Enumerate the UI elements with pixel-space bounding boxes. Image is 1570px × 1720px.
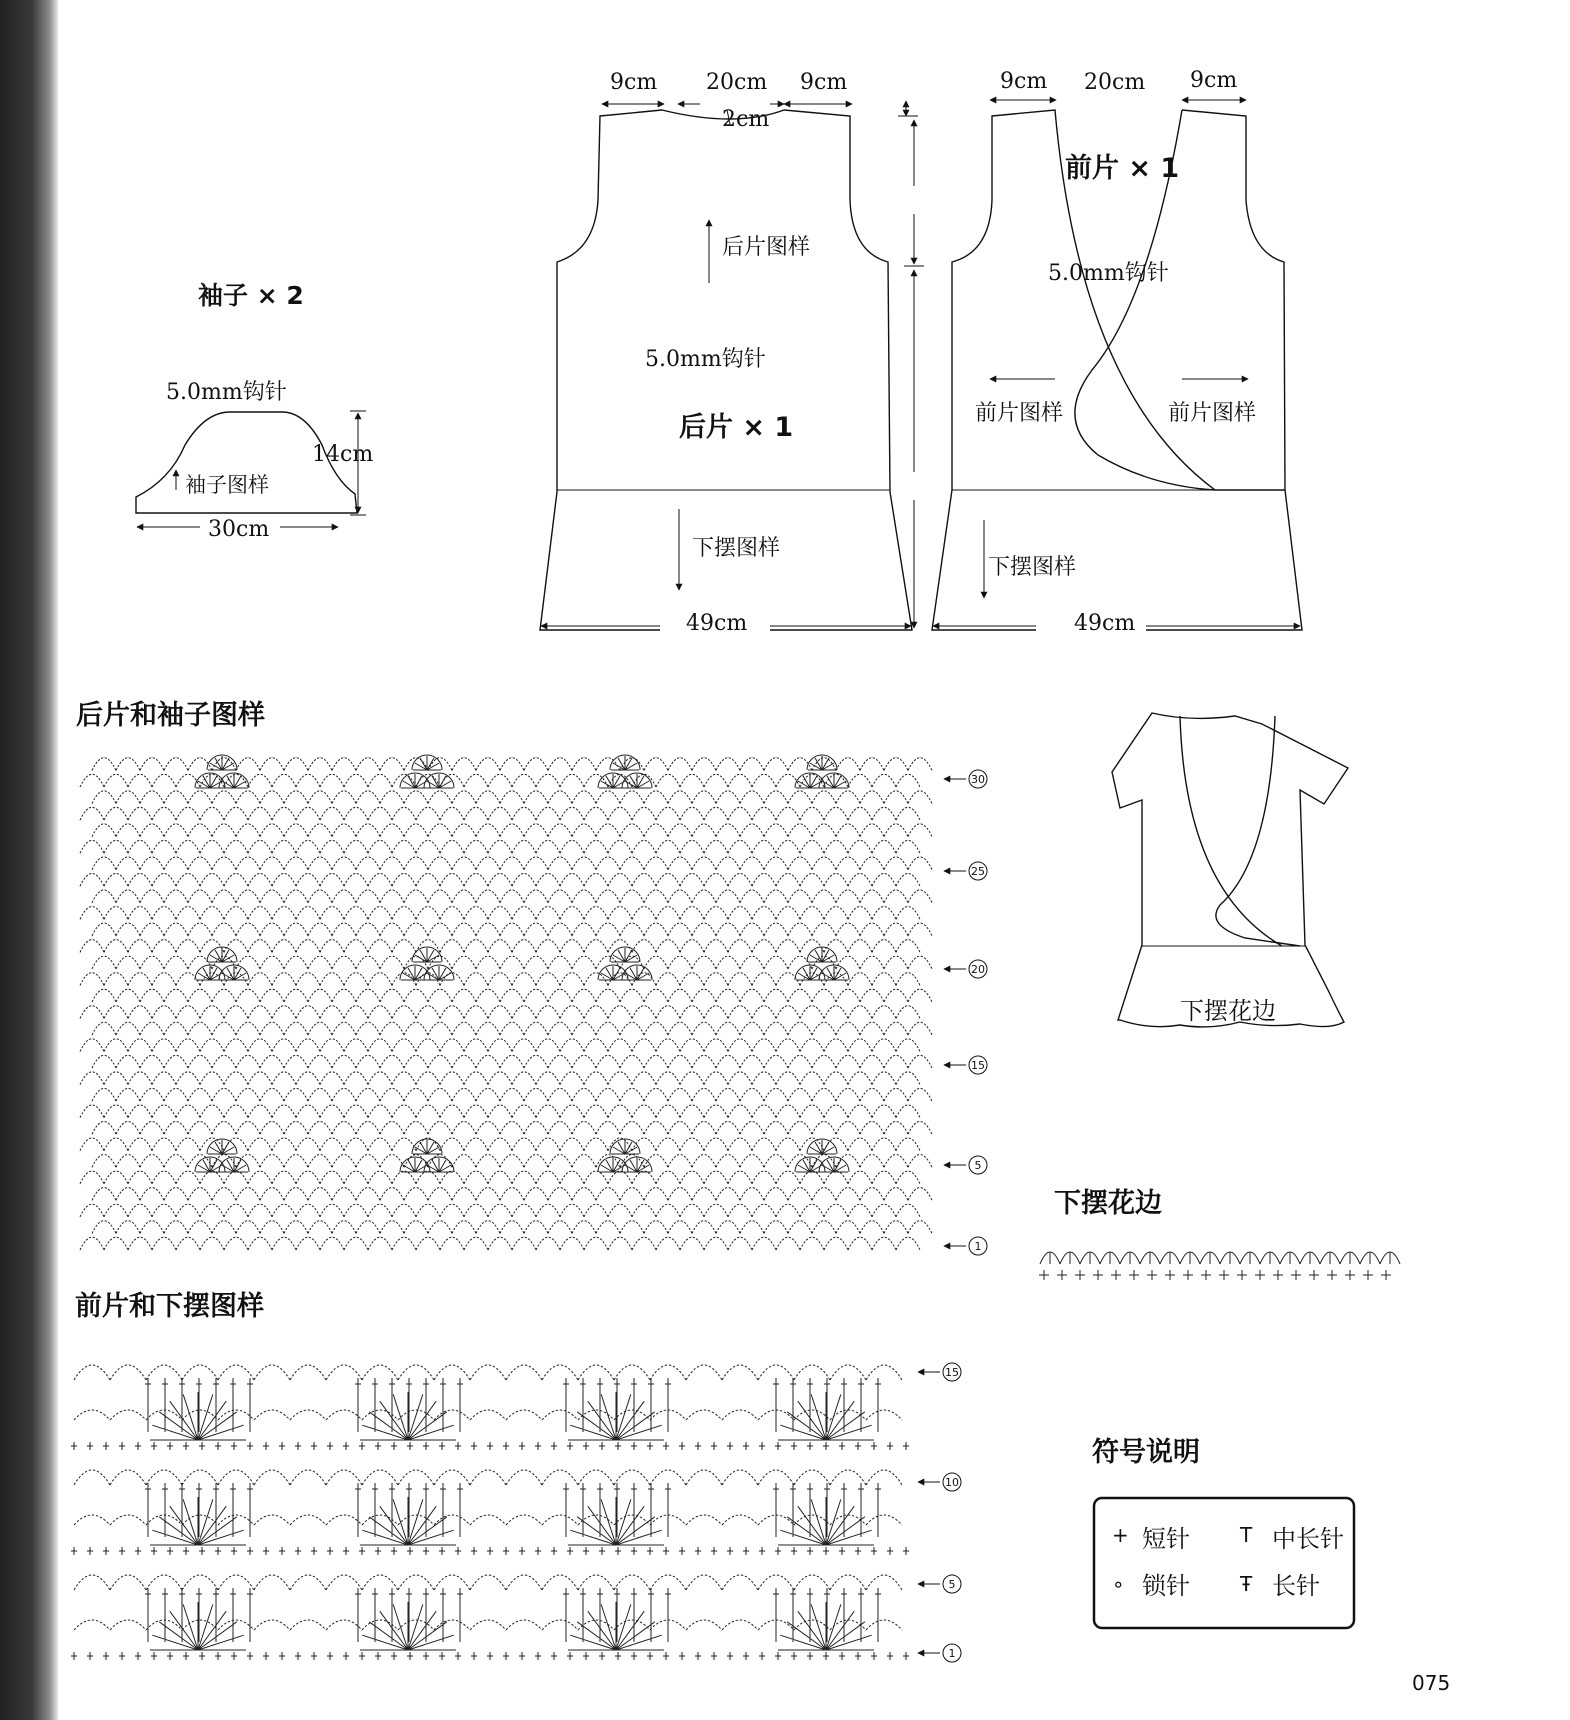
shell-motif bbox=[400, 755, 454, 788]
front-title: 前片 × 1 bbox=[1065, 153, 1180, 184]
legend-label: 短针 bbox=[1142, 1525, 1190, 1553]
front-dim-shoulder-right: 9cm bbox=[1190, 68, 1238, 93]
svg-text:20: 20 bbox=[971, 963, 985, 976]
shell-motif bbox=[195, 1139, 249, 1172]
center-dimensions bbox=[884, 101, 966, 628]
fan-stitches bbox=[71, 1378, 909, 1660]
garment-neckline-right bbox=[1216, 716, 1300, 946]
chart2-row-markers bbox=[918, 1363, 961, 1662]
legend-symbol: Ŧ bbox=[1240, 1572, 1253, 1596]
garment-hem-label: 下摆花边 bbox=[1180, 997, 1276, 1025]
front-hook-label: 5.0mm钩针 bbox=[1048, 261, 1169, 286]
back-dim-neck: 20cm bbox=[706, 70, 768, 95]
svg-text:25: 25 bbox=[971, 865, 985, 878]
sleeve-pattern-label: 袖子图样 bbox=[185, 473, 269, 497]
front-dim-neck: 20cm bbox=[1084, 70, 1146, 95]
legend-label: 长针 bbox=[1272, 1572, 1320, 1600]
garment-neckline-left bbox=[1180, 716, 1282, 946]
front-piece-right-edge bbox=[1182, 110, 1285, 490]
back-pattern-label: 后片图样 bbox=[722, 235, 811, 260]
back-neck-drop-label: 2cm bbox=[722, 107, 770, 132]
front-width-label: 49cm bbox=[1074, 611, 1136, 636]
front-dim-shoulder-left: 9cm bbox=[1000, 69, 1048, 94]
shell-motif bbox=[400, 1139, 454, 1172]
chart2-marker-10 bbox=[918, 1473, 961, 1491]
back-dim-shoulder-left: 9cm bbox=[610, 70, 658, 95]
legend-symbol: ∘ bbox=[1112, 1572, 1125, 1596]
chart2-marker-1 bbox=[918, 1644, 961, 1662]
legend-label: 锁针 bbox=[1142, 1572, 1190, 1600]
legend-symbol: + bbox=[1112, 1523, 1129, 1547]
hem-edging-chart bbox=[1039, 1252, 1400, 1280]
svg-text:15: 15 bbox=[945, 1366, 959, 1379]
shell-motif bbox=[400, 947, 454, 980]
legend-item-sc bbox=[1112, 1523, 1190, 1553]
garment-outline bbox=[1112, 713, 1348, 1027]
front-hem-label: 下摆图样 bbox=[988, 555, 1077, 580]
svg-text:15: 15 bbox=[971, 1059, 985, 1072]
sleeve-title: 袖子 × 2 bbox=[198, 281, 304, 310]
back-piece-schematic bbox=[540, 70, 912, 636]
legend-item-hdc bbox=[1239, 1523, 1344, 1553]
front-piece-schematic bbox=[932, 68, 1302, 636]
legend-item-ch bbox=[1112, 1572, 1190, 1600]
front-pattern-right-label: 前片图样 bbox=[1168, 401, 1257, 426]
back-dim-shoulder-right: 9cm bbox=[800, 70, 848, 95]
page-number: 075 bbox=[1412, 1671, 1451, 1695]
chart1-stitch-grid bbox=[80, 755, 932, 1250]
chart1-marker-1 bbox=[944, 1237, 987, 1255]
chart1-title: 后片和袖子图样 bbox=[76, 700, 265, 731]
hem-edging-title: 下摆花边 bbox=[1054, 1188, 1162, 1219]
chart1-marker-20 bbox=[944, 960, 987, 978]
svg-text:10: 10 bbox=[945, 1476, 959, 1489]
legend-symbol: T bbox=[1240, 1523, 1253, 1547]
edging-stitches bbox=[1039, 1252, 1400, 1280]
back-title: 后片 × 1 bbox=[679, 412, 794, 443]
legend-item-dc bbox=[1239, 1572, 1320, 1600]
legend-title: 符号说明 bbox=[1092, 1437, 1200, 1468]
chart1-row-markers bbox=[944, 770, 987, 1255]
svg-text:5: 5 bbox=[974, 1159, 982, 1172]
svg-text:30: 30 bbox=[971, 773, 985, 786]
chain-mesh bbox=[80, 758, 932, 1250]
sleeve-width-label: 30cm bbox=[208, 517, 270, 542]
chart2-marker-5 bbox=[918, 1575, 961, 1593]
back-width-label: 49cm bbox=[686, 611, 748, 636]
chart2-stitch-grid bbox=[71, 1365, 909, 1660]
chart2-title: 前片和下摆图样 bbox=[75, 1291, 264, 1322]
sleeve-hook-label: 5.0mm钩针 bbox=[166, 380, 287, 405]
chart1-marker-15 bbox=[944, 1056, 987, 1074]
chart1-marker-5 bbox=[944, 1156, 987, 1174]
legend-box bbox=[1094, 1498, 1354, 1628]
garment-illustration bbox=[1112, 713, 1348, 1027]
back-hook-label: 5.0mm钩针 bbox=[645, 347, 766, 372]
svg-text:5: 5 bbox=[948, 1578, 956, 1591]
back-hem-label: 下摆图样 bbox=[692, 536, 781, 561]
chart1-marker-25 bbox=[944, 862, 987, 880]
sleeve-height-label: 14cm bbox=[312, 442, 374, 467]
front-pattern-left-label: 前片图样 bbox=[975, 401, 1064, 426]
svg-text:1: 1 bbox=[948, 1647, 956, 1660]
chart1-marker-30 bbox=[944, 770, 987, 788]
svg-text:1: 1 bbox=[974, 1240, 982, 1253]
legend-label: 中长针 bbox=[1272, 1525, 1344, 1553]
sleeve-schematic bbox=[136, 281, 373, 542]
chart2-marker-15 bbox=[918, 1363, 961, 1381]
shell-motif bbox=[795, 1139, 849, 1172]
